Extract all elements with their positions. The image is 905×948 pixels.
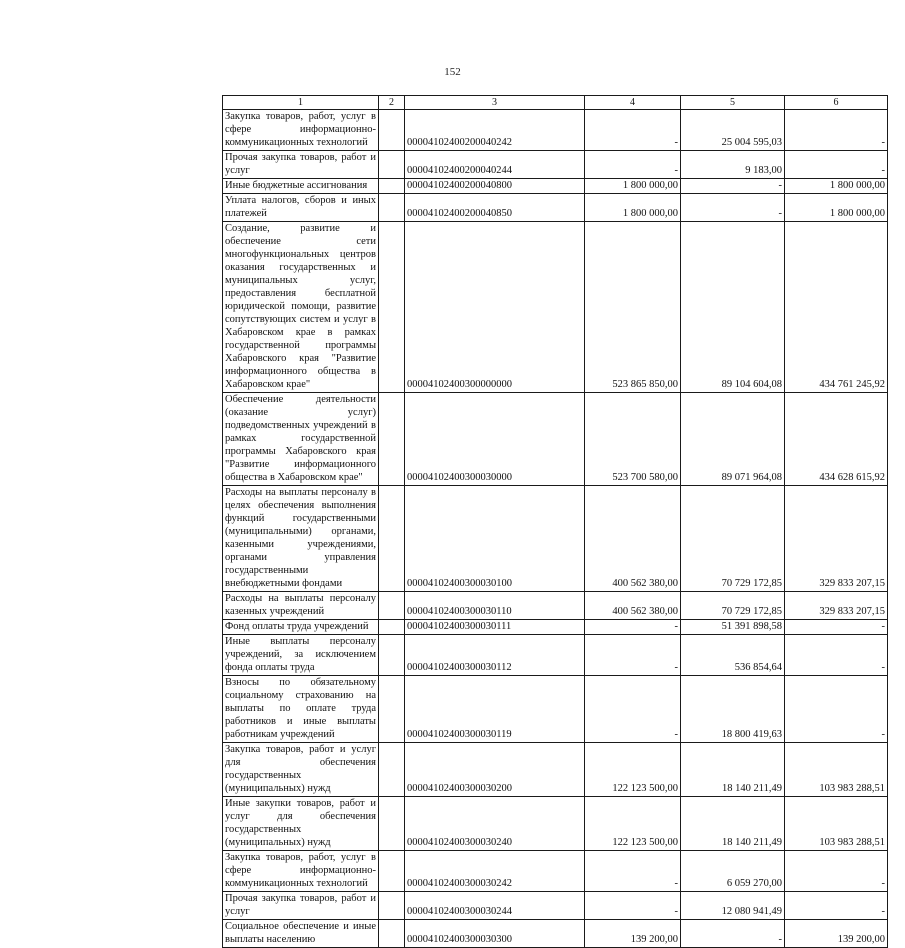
table-row <box>223 486 888 592</box>
row-code-cell: 00004102400300030100 <box>405 486 585 592</box>
row-name-cell: Закупка товаров, работ и услуг для обеспечения государственных (муниципальных) нужд <box>223 743 379 797</box>
table-row <box>223 592 888 620</box>
row-value-col4-cell: 122 123 500,00 <box>585 797 681 851</box>
table-row <box>223 620 888 635</box>
row-name-cell: Уплата налогов, сборов и иных платежей <box>223 194 379 222</box>
row-value-col5-cell: 89 071 964,08 <box>681 393 785 486</box>
table-row <box>223 892 888 920</box>
row-code-cell: 00004102400200040242 <box>405 110 585 151</box>
row-empty-cell <box>379 620 405 635</box>
row-name-cell: Прочая закупка товаров, работ и услуг <box>223 892 379 920</box>
row-name-cell: Закупка товаров, работ, услуг в сфере информационно-коммуникационных технологий <box>223 851 379 892</box>
row-value-col4-cell: 400 562 380,00 <box>585 486 681 592</box>
row-value-col6-cell: - <box>785 110 888 151</box>
table-row <box>223 222 888 393</box>
row-code-cell: 00004102400300030242 <box>405 851 585 892</box>
row-code-cell: 00004102400300030300 <box>405 920 585 948</box>
row-value-col6-cell: - <box>785 620 888 635</box>
row-value-col4-cell: - <box>585 110 681 151</box>
row-value-col5-cell: - <box>681 920 785 948</box>
row-value-col6-cell: 329 833 207,15 <box>785 592 888 620</box>
row-value-col4-cell: 1 800 000,00 <box>585 194 681 222</box>
row-value-col4-cell: 122 123 500,00 <box>585 743 681 797</box>
table-row <box>223 194 888 222</box>
row-value-col5-cell: 18 140 211,49 <box>681 797 785 851</box>
row-value-col4-cell: - <box>585 892 681 920</box>
row-empty-cell <box>379 676 405 743</box>
row-empty-cell <box>379 179 405 194</box>
row-code-cell: 00004102400300030244 <box>405 892 585 920</box>
row-name-cell: Расходы на выплаты персоналу в целях обеспечения выполнения функций государственными (муниципальными) органами, казенными учреждениями, органами управления государственными внебюджетными фондами <box>223 486 379 592</box>
table-row <box>223 393 888 486</box>
row-name-cell: Закупка товаров, работ, услуг в сфере информационно-коммуникационных технологий <box>223 110 379 151</box>
row-value-col5-cell: 6 059 270,00 <box>681 851 785 892</box>
row-value-col5-cell: 51 391 898,58 <box>681 620 785 635</box>
row-empty-cell <box>379 222 405 393</box>
row-value-col6-cell: - <box>785 851 888 892</box>
table-row <box>223 676 888 743</box>
row-name-cell: Прочая закупка товаров, работ и услуг <box>223 151 379 179</box>
row-value-col5-cell: 18 140 211,49 <box>681 743 785 797</box>
row-value-col6-cell: 1 800 000,00 <box>785 194 888 222</box>
row-value-col4-cell: 523 865 850,00 <box>585 222 681 393</box>
row-name-cell: Создание, развитие и обеспечение сети многофункциональных центров оказания государственных и муниципальных услуг, предоставления бесплатной юридической помощи, развитие сопутствующих систем и услуг в Хабаровском крае в рамках государственной программы Хабаровского края "Развитие информационного общества в Хабаровском крае" <box>223 222 379 393</box>
row-value-col5-cell: 12 080 941,49 <box>681 892 785 920</box>
row-value-col6-cell: 139 200,00 <box>785 920 888 948</box>
table-row <box>223 151 888 179</box>
row-value-col5-cell: - <box>681 194 785 222</box>
row-name-cell: Обеспечение деятельности (оказание услуг) подведомственных учреждений в рамках государственной программы Хабаровского края "Развитие информационного общества в Хабаровском крае" <box>223 393 379 486</box>
row-value-col6-cell: 1 800 000,00 <box>785 179 888 194</box>
column-header: 4 <box>585 96 681 110</box>
row-empty-cell <box>379 892 405 920</box>
row-empty-cell <box>379 592 405 620</box>
row-name-cell: Фонд оплаты труда учреждений <box>223 620 379 635</box>
column-header: 3 <box>405 96 585 110</box>
row-value-col5-cell: 18 800 419,63 <box>681 676 785 743</box>
row-code-cell: 00004102400300030111 <box>405 620 585 635</box>
row-code-cell: 00004102400300030200 <box>405 743 585 797</box>
row-name-cell: Иные закупки товаров, работ и услуг для обеспечения государственных (муниципальных) нужд <box>223 797 379 851</box>
row-value-col6-cell: - <box>785 892 888 920</box>
row-value-col4-cell: - <box>585 851 681 892</box>
row-value-col6-cell: - <box>785 635 888 676</box>
row-name-cell: Социальное обеспечение и иные выплаты населению <box>223 920 379 948</box>
row-value-col4-cell: 1 800 000,00 <box>585 179 681 194</box>
row-empty-cell <box>379 194 405 222</box>
row-code-cell: 00004102400300030000 <box>405 393 585 486</box>
column-header: 1 <box>223 96 379 110</box>
row-value-col5-cell: 70 729 172,85 <box>681 592 785 620</box>
row-value-col4-cell: 400 562 380,00 <box>585 592 681 620</box>
column-header: 6 <box>785 96 888 110</box>
table-header-row <box>223 96 888 110</box>
table-row <box>223 179 888 194</box>
row-value-col6-cell: - <box>785 676 888 743</box>
row-value-col5-cell: - <box>681 179 785 194</box>
table-row <box>223 635 888 676</box>
row-value-col6-cell: 434 628 615,92 <box>785 393 888 486</box>
row-empty-cell <box>379 110 405 151</box>
row-value-col5-cell: 70 729 172,85 <box>681 486 785 592</box>
column-header: 5 <box>681 96 785 110</box>
row-code-cell: 00004102400200040800 <box>405 179 585 194</box>
table-row <box>223 920 888 948</box>
budget-table <box>222 95 888 948</box>
table-row <box>223 743 888 797</box>
row-value-col4-cell: 523 700 580,00 <box>585 393 681 486</box>
row-value-col5-cell: 89 104 604,08 <box>681 222 785 393</box>
row-value-col5-cell: 536 854,64 <box>681 635 785 676</box>
row-empty-cell <box>379 920 405 948</box>
column-header: 2 <box>379 96 405 110</box>
row-empty-cell <box>379 797 405 851</box>
row-value-col6-cell: 329 833 207,15 <box>785 486 888 592</box>
row-value-col5-cell: 9 183,00 <box>681 151 785 179</box>
row-empty-cell <box>379 851 405 892</box>
row-name-cell: Расходы на выплаты персоналу казенных учреждений <box>223 592 379 620</box>
row-code-cell: 00004102400300000000 <box>405 222 585 393</box>
row-code-cell: 00004102400300030112 <box>405 635 585 676</box>
row-code-cell: 00004102400200040244 <box>405 151 585 179</box>
table-row <box>223 110 888 151</box>
row-code-cell: 00004102400300030110 <box>405 592 585 620</box>
row-value-col6-cell: - <box>785 151 888 179</box>
row-value-col4-cell: - <box>585 635 681 676</box>
table-row <box>223 851 888 892</box>
row-code-cell: 00004102400300030240 <box>405 797 585 851</box>
row-empty-cell <box>379 635 405 676</box>
row-code-cell: 00004102400300030119 <box>405 676 585 743</box>
row-code-cell: 00004102400200040850 <box>405 194 585 222</box>
row-name-cell: Иные бюджетные ассигнования <box>223 179 379 194</box>
row-empty-cell <box>379 486 405 592</box>
row-empty-cell <box>379 743 405 797</box>
table-row <box>223 797 888 851</box>
row-value-col4-cell: 139 200,00 <box>585 920 681 948</box>
row-empty-cell <box>379 151 405 179</box>
row-name-cell: Иные выплаты персоналу учреждений, за исключением фонда оплаты труда <box>223 635 379 676</box>
row-name-cell: Взносы по обязательному социальному страхованию на выплаты по оплате труда работников и иные выплаты работникам учреждений <box>223 676 379 743</box>
row-value-col4-cell: - <box>585 676 681 743</box>
row-value-col6-cell: 434 761 245,92 <box>785 222 888 393</box>
row-value-col4-cell: - <box>585 620 681 635</box>
row-value-col4-cell: - <box>585 151 681 179</box>
row-value-col6-cell: 103 983 288,51 <box>785 797 888 851</box>
row-empty-cell <box>379 393 405 486</box>
row-value-col6-cell: 103 983 288,51 <box>785 743 888 797</box>
row-value-col5-cell: 25 004 595,03 <box>681 110 785 151</box>
page-number: 152 <box>444 66 461 78</box>
